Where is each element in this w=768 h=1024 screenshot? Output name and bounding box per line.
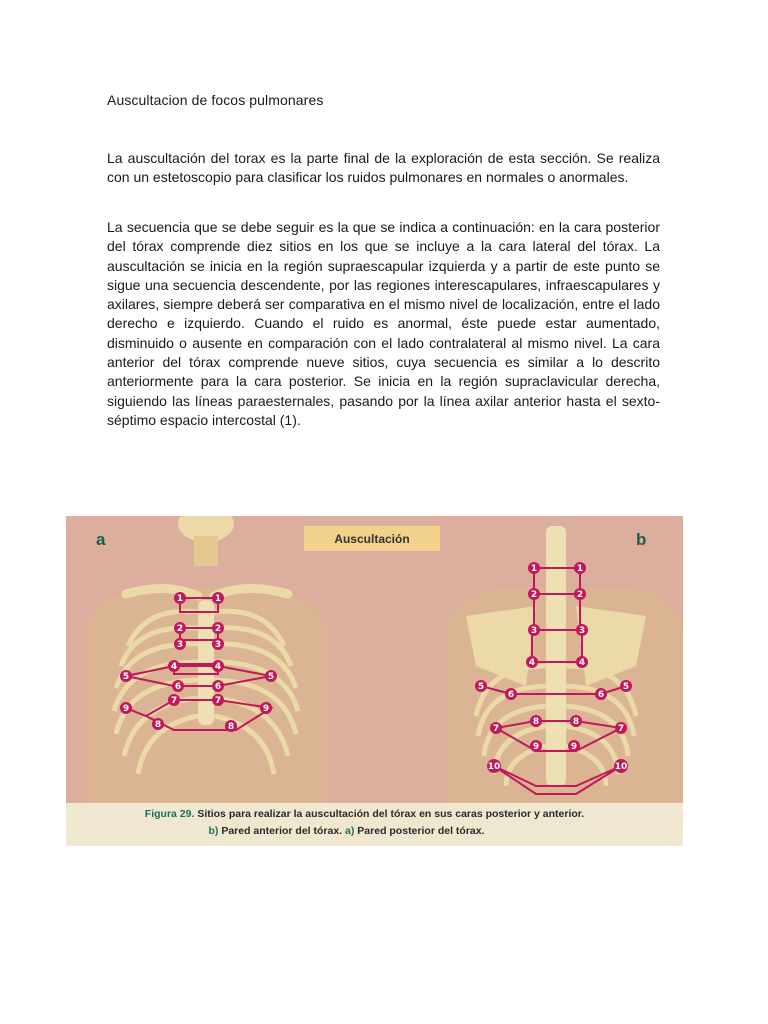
caption-b-key: b) <box>208 825 219 837</box>
svg-text:4: 4 <box>214 662 222 672</box>
svg-text:2: 2 <box>214 624 222 634</box>
document-title: Auscultacion de focos pulmonares <box>107 92 324 108</box>
svg-text:4: 4 <box>170 662 178 672</box>
svg-text:9: 9 <box>122 704 130 714</box>
svg-text:4: 4 <box>528 658 536 668</box>
svg-text:1: 1 <box>176 594 184 604</box>
svg-text:1: 1 <box>530 564 538 574</box>
paragraph-sequence: La secuencia que se debe seguir es la que se indica a continuación: en la cara posterior del tórax comprende diez sitios en los que se incluye a la cara lateral del tórax. La auscultación se inicia en la región supraescapular izquierda y a partir de este punto se sigue una secuencia descendente, por las regiones interescapulares, infraescapulares y axilares, siempre deberá ser comparativa en el mismo nivel de localización, entre el lado derecho e izquierdo. Cuando el ruido es anormal, éste puede estar aumentado, disminuido o ausente en comparación con el lado contralateral al mismo nivel. La cara anterior del tórax comprende nueve sitios, cuya secuencia es similar a lo descrito anteriormente para la cara posterior. Se inicia en la región supraclavicular derecha, siguiendo las líneas paraesternales, pasando por la línea axilar anterior hasta el sexto-séptimo espacio intercostal (1). <box>107 219 660 428</box>
svg-text:10: 10 <box>487 762 501 772</box>
panel-b-letter: b <box>636 530 647 549</box>
posterior-thorax-illustration <box>446 526 683 806</box>
svg-text:7: 7 <box>617 724 625 734</box>
svg-text:2: 2 <box>576 590 584 600</box>
svg-text:5: 5 <box>477 682 485 692</box>
svg-text:2: 2 <box>176 624 184 634</box>
svg-text:1: 1 <box>214 594 222 604</box>
svg-text:3: 3 <box>530 626 538 636</box>
auscultation-figure <box>66 516 683 846</box>
svg-text:4: 4 <box>578 658 586 668</box>
caption-b-text: Pared anterior del tórax. <box>221 825 343 837</box>
svg-text:5: 5 <box>122 672 130 682</box>
figure-label: Auscultación <box>304 526 440 551</box>
svg-text:6: 6 <box>174 682 182 692</box>
svg-text:8: 8 <box>572 717 580 727</box>
svg-text:5: 5 <box>622 682 630 692</box>
svg-text:2: 2 <box>530 590 538 600</box>
svg-text:10: 10 <box>614 762 628 772</box>
caption-a-text: Pared posterior del tórax. <box>357 825 485 837</box>
svg-text:9: 9 <box>570 742 578 752</box>
panel-a-letter: a <box>96 530 106 549</box>
svg-text:8: 8 <box>154 720 162 730</box>
figure-illustration <box>66 516 683 846</box>
svg-text:3: 3 <box>578 626 586 636</box>
svg-text:6: 6 <box>507 690 515 700</box>
svg-text:9: 9 <box>532 742 540 752</box>
svg-text:7: 7 <box>214 696 222 706</box>
svg-text:3: 3 <box>214 640 222 650</box>
caption-line-2 <box>66 825 655 837</box>
caption-a-key: a) <box>345 825 355 837</box>
svg-text:3: 3 <box>176 640 184 650</box>
paragraph-intro: La auscultación del torax es la parte final de la exploración de esta sección. Se realiza con un estetoscopio para clasificar los ruidos pulmonares en normales o anormales. <box>107 150 660 186</box>
svg-text:7: 7 <box>170 696 178 706</box>
svg-text:5: 5 <box>267 672 275 682</box>
caption-figure-ref: Figura 29. <box>144 808 195 820</box>
svg-text:6: 6 <box>597 690 605 700</box>
svg-text:8: 8 <box>227 722 235 732</box>
svg-text:9: 9 <box>262 704 270 714</box>
svg-text:6: 6 <box>214 682 222 692</box>
anterior-thorax-illustration <box>86 516 328 806</box>
svg-text:1: 1 <box>576 564 584 574</box>
figure-caption <box>66 803 683 846</box>
caption-line-1 <box>66 808 673 820</box>
svg-text:7: 7 <box>492 724 500 734</box>
svg-text:8: 8 <box>532 717 540 727</box>
caption-text-1: Sitios para realizar la auscultación del tórax en sus caras posterior y anterior. <box>197 808 585 820</box>
